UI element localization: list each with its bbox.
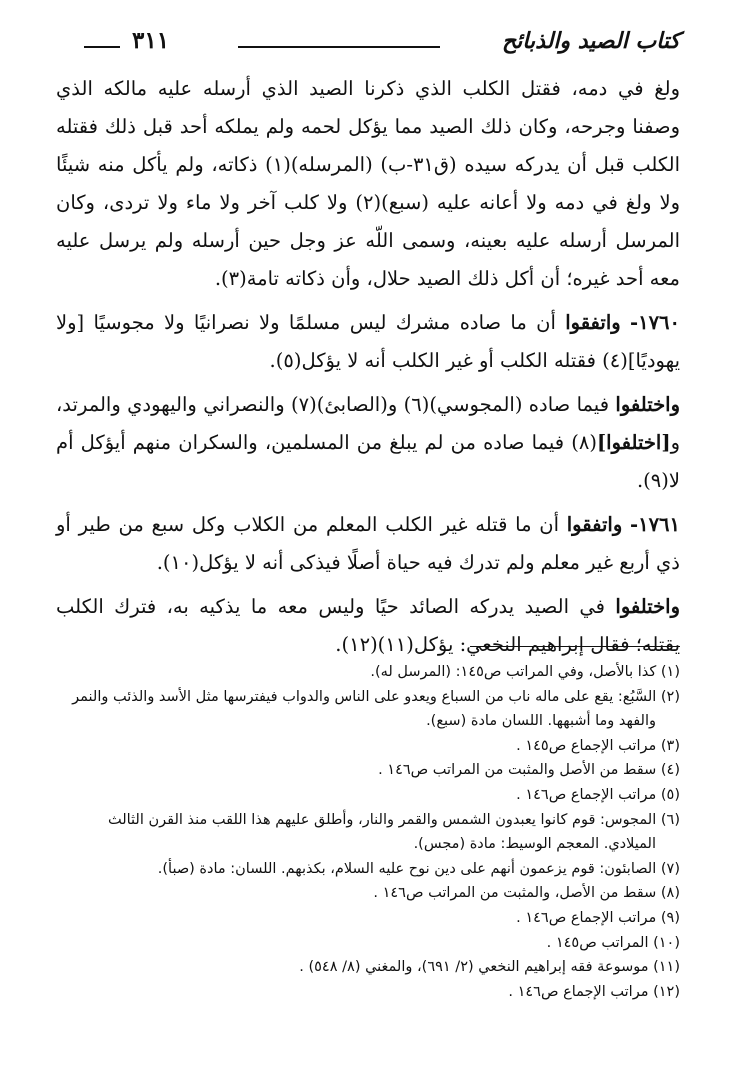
- paragraph-disagreement-1: [56, 386, 680, 500]
- footnote: (٣) مراتب الإجماع ص١٤٥ .: [516, 737, 680, 754]
- paragraph-text: أن ما صاده مشرك ليس مسلمًا ولا نصرانيًا ولا مجوسيًا [ولا يهوديًا](٤) فقتله الكلب أو غير الكلب أنه لا يؤكل(٥).: [56, 311, 680, 372]
- paragraph-1761: [56, 506, 680, 582]
- keyword: واتفقوا: [565, 311, 621, 334]
- footnote: (١٠) المراتب ص١٤٥ .: [546, 934, 680, 951]
- paragraph-text: أن ما قتله غير الكلب المعلم من الكلاب وكل سبع من طير أو ذي أربع غير معلم ولم تدرك فيه حياة أصلًا فيذكى أنه لا يؤكل(١٠).: [56, 513, 680, 574]
- keyword: واتفقوا: [566, 513, 623, 536]
- paragraph-text: في الصيد يدركه الصائد حيًا وليس معه ما يذكيه به، فترك الكلب يقتله؛ فقال إبراهيم النخعي: يؤكل(١١)(١٢).: [56, 595, 680, 656]
- running-title: كتاب الصيد والذبائح: [501, 28, 680, 54]
- paragraph-text: فيما صاده (المجوسي)(٦) و(الصابئ)(٧) والنصراني واليهودي والمرتد، و: [56, 393, 680, 454]
- page-number: ٣١١: [132, 27, 170, 54]
- footnote: (٥) مراتب الإجماع ص١٤٦ .: [516, 786, 680, 803]
- entry-number: ١٧٦١-: [630, 513, 680, 536]
- header-rule-left: [84, 46, 120, 48]
- keyword: واختلفوا: [615, 393, 680, 416]
- footnote: (٢) السَّبُع: يقع على ماله ناب من السباع ويعدو على الناس والدواب فيفترسها مثل الأسد والذئب والنمر والفهد وما أشبهها. اللسان مادة (سبع).: [72, 688, 680, 730]
- paragraph-1760: [56, 304, 680, 380]
- footnote: (٦) المجوس: قوم كانوا يعبدون الشمس والقمر والنار، وأطلق عليهم هذا اللقب منذ القرن الثالث الميلادي. المعجم الوسيط: مادة (مجس).: [107, 811, 680, 853]
- footnotes: [56, 660, 680, 1004]
- footnote-separator: [470, 646, 680, 647]
- keyword: [اختلفوا]: [596, 431, 671, 454]
- footnote: (١٢) مراتب الإجماع ص١٤٦ .: [508, 983, 680, 1000]
- keyword: واختلفوا: [615, 595, 680, 618]
- page-header: [56, 28, 680, 60]
- main-text: [56, 70, 680, 670]
- footnote: (٩) مراتب الإجماع ص١٤٦ .: [516, 909, 680, 926]
- entry-number: ١٧٦٠-: [630, 311, 681, 334]
- header-rule: [238, 46, 440, 48]
- paragraph-text: (٨) فيما صاده من لم يبلغ من المسلمين، والسكران منهم أيؤكل أم لا(٩).: [56, 431, 680, 492]
- paragraph-disagreement-2: [56, 588, 680, 664]
- footnote: (٧) الصابئون: قوم يزعمون أنهم على دين نوح عليه السلام، بكذبهم. اللسان: مادة (صبأ).: [157, 860, 680, 877]
- paragraph-1: ولغ في دمه، فقتل الكلب الذي ذكرنا الصيد الذي أرسله عليه مالكه الذي وصفنا وجرحه، وكان ذلك الصيد مما يؤكل لحمه ولم يملكه أحد قبل ذلك فقتله الكلب قبل أن يدركه سيده (ق٣١-ب) (المرسله)(١) ذكاته، ولم يأكل منه شيئًا ولا ولغ في دمه ولا أعانه عليه (سبع)(٢) ولا كلب آخر ولا ماء ولا تردى، وكان المرسل أرسله عليه بعينه، وسمى اللّه عز وجل حين أرسله ولم يرسل عليه معه أحد غيره؛ أن أكل ذلك الصيد حلال، وأن ذكاته تامة(٣).: [56, 77, 681, 290]
- footnote: (١) كذا بالأصل، وفي المراتب ص١٤٥: (المرسل له).: [370, 664, 680, 680]
- footnote: (١١) موسوعة فقه إبراهيم النخعي (٢/ ٦٩١)، والمغني (٨/ ٥٤٨) .: [299, 959, 680, 976]
- footnote: (٨) سقط من الأصل، والمثبت من المراتب ص١٤٦ .: [373, 885, 680, 902]
- footnote: (٤) سقط من الأصل والمثبت من المراتب ص١٤٦ .: [378, 762, 680, 779]
